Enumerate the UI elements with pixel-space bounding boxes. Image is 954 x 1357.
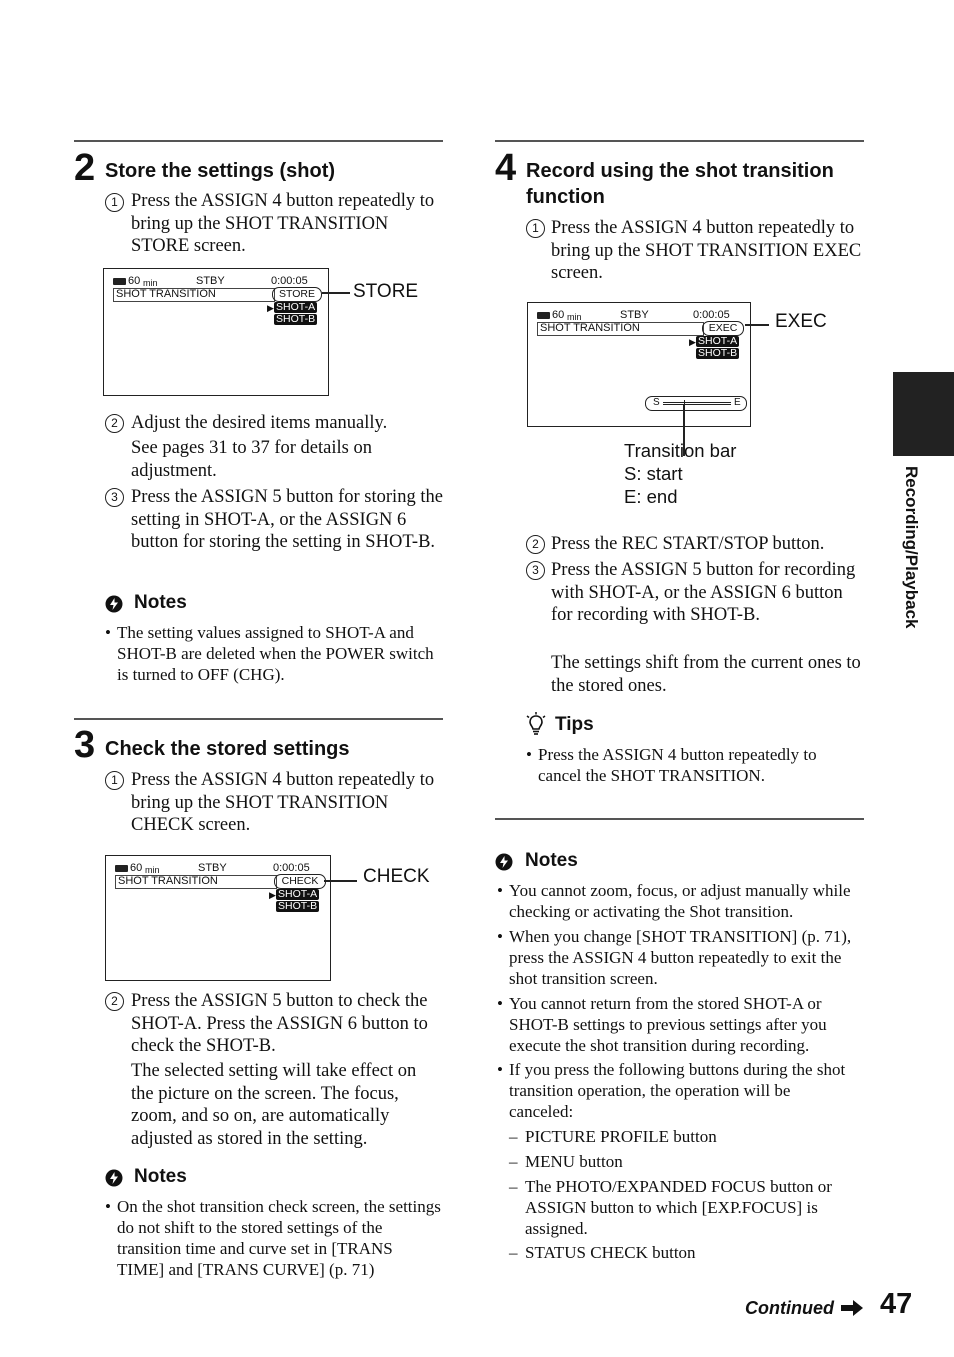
cursor-icon: ▶ xyxy=(269,890,276,900)
instruction-text: Press the ASSIGN 4 button repeatedly to bring up the SHOT TRANSITION CHECK screen. xyxy=(131,770,435,835)
dash-text: MENU button xyxy=(525,1152,623,1171)
section-tab xyxy=(893,372,954,456)
option-shot-b: SHOT-B xyxy=(276,313,316,325)
circled-number: 1 xyxy=(105,771,124,790)
transition-bar xyxy=(645,396,747,411)
tip-item: • Press the ASSIGN 4 button repeatedly to cancel the SHOT TRANSITION. xyxy=(526,745,817,785)
battery-unit: min xyxy=(143,278,158,288)
note-item: • On the shot transition check screen, the settings do not shift to the stored settings of the transition time and curve set in [TRANS TIME] and [TRANS CURVE] (p. 71) xyxy=(105,1197,441,1279)
instruction-text: Press the ASSIGN 4 button repeatedly to bring up the SHOT TRANSITION STORE screen. xyxy=(131,191,435,256)
option-shot-b: SHOT-B xyxy=(698,347,738,359)
instruction-text: Press the ASSIGN 4 button repeatedly to bring up the SHOT TRANSITION EXEC screen. xyxy=(551,218,862,283)
callout-label: STORE xyxy=(353,281,419,302)
circled-number: 3 xyxy=(105,488,124,507)
dash-item: – STATUS CHECK button xyxy=(509,1243,696,1262)
section-divider xyxy=(74,718,443,720)
instruction-text: Press the ASSIGN 5 button for recording with SHOT-A, or the ASSIGN 6 button for recording with SHOT-B. xyxy=(551,560,856,625)
section-divider xyxy=(495,818,864,820)
battery-remaining: 60 xyxy=(130,862,143,874)
note-text: You cannot return from the stored SHOT-A or SHOT-B settings to previous settings after you execute the shot transition during recording. xyxy=(509,994,827,1055)
step-number: 2 xyxy=(74,147,96,189)
dash-item: – The PHOTO/EXPANDED FOCUS button or ASSIGN button to which [EXP.FOCUS] is assigned. xyxy=(509,1177,832,1238)
note-text: If you press the following buttons during the shot transition operation, the operation will be canceled: xyxy=(509,1060,846,1121)
step-title: Record using the shot transition function xyxy=(526,160,834,208)
mode-pill: STORE xyxy=(272,287,322,302)
section-side-label: Recording/Playback xyxy=(902,466,921,629)
note-item: • The setting values assigned to SHOT-A and SHOT-B are deleted when the POWER switch is turned to OFF (CHG). xyxy=(105,623,434,684)
note-text: On the shot transition check screen, the settings do not shift to the stored settings of the transition time and curve set in [TRANS TIME] and [TRANS CURVE] (p. 71) xyxy=(117,1197,441,1279)
dash-text: STATUS CHECK button xyxy=(525,1243,696,1262)
section-divider xyxy=(74,140,443,142)
note-text: The setting values assigned to SHOT-A and SHOT-B are deleted when the POWER switch is turned to OFF (CHG). xyxy=(117,623,434,684)
notes-heading: Notes xyxy=(134,1166,187,1187)
status-text: STBY xyxy=(620,309,649,321)
notes-icon xyxy=(105,595,123,613)
battery-unit: min xyxy=(567,312,582,322)
callout-line xyxy=(745,324,769,326)
battery-icon xyxy=(113,278,126,285)
instruction-extra: The selected setting will take effect on the picture on the screen. The focus, zoom, and so on, are automatically adjusted as stored in the setting. xyxy=(131,1061,417,1149)
note-item: • If you press the following buttons during the shot transition operation, the operation will be canceled: xyxy=(497,1060,846,1121)
menu-title: SHOT TRANSITION xyxy=(116,288,216,300)
instruction-text: Press the ASSIGN 5 button to check the SHOT-A. Press the ASSIGN 6 button to check the SHOT-B. xyxy=(131,991,428,1056)
start-label: S: start xyxy=(624,463,683,484)
instruction-extra: See pages 31 to 37 for details on adjustment. xyxy=(131,438,372,481)
timecode: 0:00:05 xyxy=(273,862,310,874)
status-text: STBY xyxy=(196,275,225,287)
tips-icon xyxy=(526,712,546,736)
circled-number: 2 xyxy=(105,992,124,1011)
tip-text: Press the ASSIGN 4 button repeatedly to cancel the SHOT TRANSITION. xyxy=(538,745,817,785)
battery-icon xyxy=(115,865,128,872)
tips-heading: Tips xyxy=(555,714,594,735)
section-divider xyxy=(495,140,864,142)
instruction-text: Adjust the desired items manually. xyxy=(131,413,388,433)
step-title: Check the stored settings xyxy=(105,738,350,760)
instruction-extra: The settings shift from the current ones to the stored ones. xyxy=(551,653,861,696)
menu-title: SHOT TRANSITION xyxy=(540,322,640,334)
note-text: You cannot zoom, focus, or adjust manually while checking or activating the Shot transition. xyxy=(509,881,851,921)
timecode: 0:00:05 xyxy=(693,309,730,321)
lcd-screen-exec xyxy=(527,302,751,427)
dash-text: PICTURE PROFILE button xyxy=(525,1127,717,1146)
mode-pill: CHECK xyxy=(274,874,326,889)
menu-title: SHOT TRANSITION xyxy=(118,875,218,887)
callout-label: EXEC xyxy=(775,311,827,332)
notes-heading: Notes xyxy=(134,592,187,613)
note-text: When you change [SHOT TRANSITION] (p. 71), press the ASSIGN 4 button repeatedly to exit the shot transition screen. xyxy=(509,927,852,988)
notes-icon xyxy=(495,853,513,871)
circled-number: 1 xyxy=(105,193,124,212)
step-number: 4 xyxy=(495,147,517,189)
option-shot-a: SHOT-A xyxy=(278,888,318,900)
status-text: STBY xyxy=(198,862,227,874)
lcd-screen-check xyxy=(105,855,331,981)
cursor-icon: ▶ xyxy=(267,303,274,313)
circled-number: 2 xyxy=(526,535,545,554)
mode-pill: EXEC xyxy=(702,321,744,336)
dash-item: – PICTURE PROFILE button xyxy=(509,1127,717,1146)
note-item: • You cannot zoom, focus, or adjust manually while checking or activating the Shot transition. xyxy=(497,881,851,921)
step-title: Store the settings (shot) xyxy=(105,160,336,182)
option-shot-a: SHOT-A xyxy=(698,335,738,347)
transition-bar-track xyxy=(663,402,731,405)
instruction-text: Press the ASSIGN 5 button for storing the setting in SHOT-A, or the ASSIGN 6 button for storing the setting in SHOT-B. xyxy=(131,487,443,552)
callout-line xyxy=(322,292,350,294)
notes-icon xyxy=(105,1169,123,1187)
note-item: • When you change [SHOT TRANSITION] (p. 71), press the ASSIGN 4 button repeatedly to exit the shot transition screen. xyxy=(497,927,852,988)
battery-icon xyxy=(537,312,550,319)
notes-heading: Notes xyxy=(525,850,578,871)
arrow-right-icon xyxy=(841,1300,863,1316)
battery-remaining: 60 xyxy=(128,275,141,287)
note-item: • You cannot return from the stored SHOT-A or SHOT-B settings to previous settings after you execute the shot transition during recording. xyxy=(497,994,827,1055)
page-number: 47 xyxy=(880,1288,913,1320)
dash-text: The PHOTO/EXPANDED FOCUS button or ASSIGN button to which [EXP.FOCUS] is assigned. xyxy=(525,1177,832,1238)
timecode: 0:00:05 xyxy=(271,275,308,287)
lcd-screen-store xyxy=(103,268,329,396)
battery-unit: min xyxy=(145,865,160,875)
battery-remaining: 60 xyxy=(552,309,565,321)
dash-item: – MENU button xyxy=(509,1152,623,1171)
instruction-text: Press the REC START/STOP button. xyxy=(551,534,825,554)
callout-label: CHECK xyxy=(363,866,430,887)
callout-line xyxy=(324,880,357,882)
end-label: E: end xyxy=(624,486,678,507)
circled-number: 2 xyxy=(105,414,124,433)
cursor-icon: ▶ xyxy=(689,337,696,347)
circled-number: 1 xyxy=(526,219,545,238)
transition-bar-end: E xyxy=(734,397,741,408)
option-shot-a: SHOT-A xyxy=(276,301,316,313)
transition-bar-label: Transition bar xyxy=(624,440,737,461)
option-shot-b: SHOT-B xyxy=(278,900,318,912)
step-number: 3 xyxy=(74,724,96,766)
continued-label: Continued xyxy=(745,1298,834,1318)
circled-number: 3 xyxy=(526,561,545,580)
transition-bar-start: S xyxy=(653,397,660,408)
